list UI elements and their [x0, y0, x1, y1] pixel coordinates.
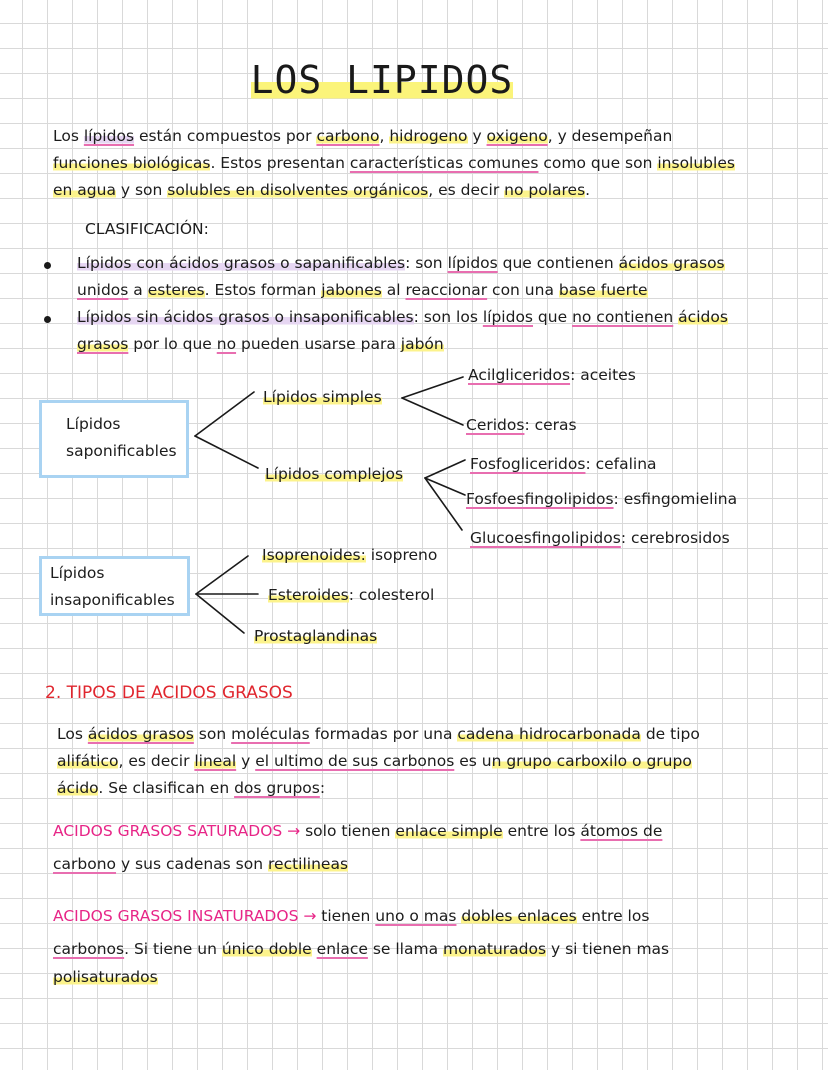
box-line: insaponificables [50, 591, 175, 609]
text-span: tienen [321, 907, 376, 925]
text-span: unidos [77, 281, 129, 299]
text-span: y son [115, 181, 168, 199]
text-span: Acilgliceridos [468, 366, 571, 384]
text-line [53, 966, 669, 988]
text-span: : colesterol [348, 586, 435, 604]
text-span: base fuerte [558, 281, 648, 299]
text-line [53, 900, 669, 933]
text-span: jabón [400, 335, 444, 353]
fosfoesfingolipidos-label [466, 489, 737, 509]
text-span: solubles en disolventes orgánicos [167, 181, 429, 199]
text-span: jabones [321, 281, 382, 299]
text-span: con una [487, 281, 559, 299]
text-span: : cerebrosidos [620, 529, 730, 547]
text-span: a [128, 281, 148, 299]
text-span: Lípidos simples [263, 388, 382, 406]
text-span: insolubles [657, 154, 735, 172]
insaponificables-box [39, 556, 190, 616]
text-span: solo tienen [305, 822, 396, 840]
text-span: : ceras [524, 416, 577, 434]
text-span: polisaturados [53, 968, 158, 986]
text-line [53, 815, 662, 848]
text-span: , [379, 127, 390, 145]
text-line [57, 775, 700, 802]
text-span: moléculas [231, 725, 310, 743]
text-span: , y desempeñan [547, 127, 673, 145]
text-span: ácidos grasos [618, 254, 725, 272]
text-span: Prostaglandinas [254, 627, 378, 645]
text-span: Los [57, 725, 88, 743]
saturados-block [53, 815, 662, 881]
text-span: único doble [221, 940, 312, 958]
text-span: alifático [57, 752, 119, 770]
text-span: LOS LIPIDOS [250, 58, 514, 102]
box-line: Lípidos [50, 564, 105, 582]
saponificables-box [39, 400, 189, 478]
text-span: y [236, 752, 256, 770]
text-span: entre los [502, 822, 581, 840]
text-span: : esfingomielina [613, 490, 738, 508]
text-span: átomos de [580, 822, 663, 840]
text-span: reaccionar [405, 281, 488, 299]
text-span: el ultimo de sus carbonos [255, 752, 455, 770]
text-line [57, 721, 700, 748]
text-span: : cefalina [585, 455, 657, 473]
text-span: Lípidos complejos [265, 465, 404, 483]
connector-line [195, 392, 254, 436]
text-span: por lo que [128, 335, 217, 353]
text-span: cadena hidrocarbonada [457, 725, 641, 743]
text-span: lípidos [83, 127, 135, 145]
connector-line [402, 398, 463, 425]
classification-heading: CLASIFICACIÓN: [85, 220, 209, 238]
text-span: es u [454, 752, 492, 770]
text-span: lineal [194, 752, 237, 770]
fosfogliceridos-label [470, 454, 657, 474]
text-span: , es decir [428, 181, 505, 199]
prostaglandinas-label [254, 626, 377, 646]
connector-line [195, 436, 258, 468]
text-span: Esteroides [268, 586, 349, 604]
text-span: entre los [576, 907, 650, 925]
text-span: . Estos presentan [210, 154, 350, 172]
text-span: no [216, 335, 237, 353]
text-span: grasos [77, 335, 129, 353]
text-span: hidrogeno [389, 127, 468, 145]
lipidos-complejos-label [265, 464, 403, 484]
text-span: al [381, 281, 406, 299]
text-span: carbono [53, 855, 117, 873]
text-span: que [533, 308, 573, 326]
text-span: monaturados [443, 940, 547, 958]
text-span: y [467, 127, 487, 145]
text-span: ácidos grasos [87, 725, 194, 743]
text-span: → [282, 822, 306, 840]
text-span: isopreno [365, 546, 438, 564]
connector-line [425, 460, 465, 478]
text-span: enlace [316, 940, 368, 958]
text-span: son [193, 725, 232, 743]
text-span: que contienen [497, 254, 619, 272]
text-span: → [298, 907, 322, 925]
text-span: , es decir [118, 752, 195, 770]
text-span: como que son [538, 154, 658, 172]
esteroides-label [268, 585, 434, 605]
text-span: : son los [413, 308, 483, 326]
text-span: . Se clasifican en [98, 779, 235, 797]
lipidos-simples-label [263, 387, 382, 407]
text-span: están compuestos por [134, 127, 317, 145]
text-span: no polares [504, 181, 586, 199]
text-span: se llama [367, 940, 443, 958]
text-span: carbonos [53, 940, 125, 958]
text-span: dos grupos [234, 779, 320, 797]
text-span: : son [405, 254, 448, 272]
text-span: ácido [57, 779, 99, 797]
text-line [53, 848, 662, 881]
text-line [42, 403, 186, 465]
text-line [53, 933, 669, 966]
text-span: Lípidos con ácidos grasos o sapanificables [77, 254, 406, 272]
text-span: n grupo carboxilo o grupo [491, 752, 692, 770]
text-span: ACIDOS GRASOS INSATURADOS [53, 907, 299, 925]
text-span: de tipo [640, 725, 700, 743]
text-span: lípidos [482, 308, 533, 326]
text-span: dobles enlaces [461, 907, 577, 925]
text-span: esteres [147, 281, 205, 299]
text-span: enlace simple [395, 822, 503, 840]
box-line: saponificables [66, 442, 177, 460]
text-span: Fosfoesfingolipidos [466, 490, 614, 508]
text-span: Glucoesfingolipidos [470, 529, 621, 547]
connector-line [196, 556, 248, 594]
text-span: no contienen [572, 308, 674, 326]
text-span: lípidos [447, 254, 498, 272]
section-2-heading: 2. TIPOS DE ACIDOS GRASOS [45, 683, 293, 703]
text-span: en agua [53, 181, 116, 199]
text-span: uno o mas [375, 907, 457, 925]
text-span: formadas por una [309, 725, 458, 743]
text-span: oxigeno [486, 127, 548, 145]
text-span: características comunes [349, 154, 539, 172]
text-span: Ceridos [466, 416, 525, 434]
box-line: Lípidos [66, 415, 121, 433]
section-2-paragraph [57, 721, 700, 802]
text-line [42, 559, 187, 614]
text-span: ácidos [678, 308, 728, 326]
text-span: funciones biológicas [53, 154, 211, 172]
text-span: . [585, 181, 591, 199]
text-span: Isoprenoides: [262, 546, 366, 564]
text-span: pueden usarse para [236, 335, 401, 353]
text-span: : aceites [570, 366, 636, 384]
text-span: ACIDOS GRASOS SATURADOS [53, 822, 283, 840]
text-span: Los [53, 127, 84, 145]
text-span: Lípidos sin ácidos grasos o insaponificables [77, 308, 414, 326]
connector-line [196, 594, 244, 633]
text-line [57, 748, 700, 775]
glucoesfingolipidos-label [470, 528, 730, 548]
insaturados-block [53, 900, 669, 988]
connector-line [402, 377, 463, 398]
text-span: carbono [316, 127, 380, 145]
text-span: y sus cadenas son [116, 855, 268, 873]
text-span: . Si tiene un [124, 940, 222, 958]
isoprenoides-label [262, 545, 437, 565]
text-span: : [319, 779, 326, 797]
text-span: Fosfogliceridos [470, 455, 586, 473]
text-span: y si tienen mas [546, 940, 670, 958]
acilgliceridos-label [468, 365, 636, 385]
text-span: rectilineas [268, 855, 349, 873]
ceridos-label [466, 415, 577, 435]
text-span: . Estos forman [204, 281, 322, 299]
